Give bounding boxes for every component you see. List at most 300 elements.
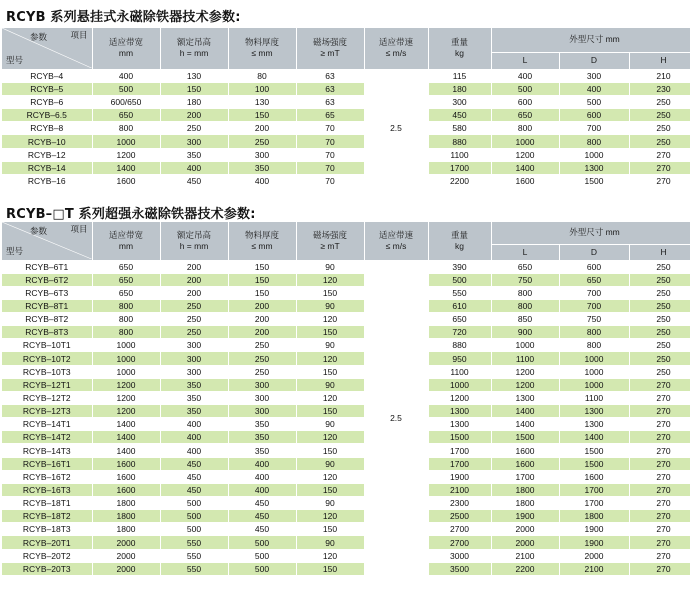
value-cell: 120: [296, 470, 364, 483]
table-row: [2, 470, 690, 483]
value-cell: 500: [92, 82, 160, 95]
value-cell: 70: [296, 135, 364, 148]
column-header: 重量 kg: [428, 28, 491, 69]
model-cell: RCYB–16T1: [2, 457, 92, 470]
value-cell: 1000: [559, 148, 629, 161]
table-row: [2, 122, 690, 135]
value-cell: 1000: [491, 339, 559, 352]
value-cell: 1600: [92, 457, 160, 470]
value-cell: 1000: [559, 352, 629, 365]
value-cell: 450: [228, 497, 296, 510]
value-cell: 750: [491, 273, 559, 286]
value-cell: 1000: [92, 339, 160, 352]
value-cell: 800: [92, 122, 160, 135]
value-cell: 650: [491, 109, 559, 122]
value-cell: 2500: [428, 510, 491, 523]
column-header: 适应带速 ≤ m/s: [364, 222, 428, 260]
value-cell: 1600: [92, 470, 160, 483]
value-cell: 1300: [559, 161, 629, 174]
corner-label-param: 参数: [30, 226, 48, 237]
value-cell: 100: [228, 82, 296, 95]
value-cell: 150: [228, 260, 296, 273]
value-cell: 300: [428, 95, 491, 108]
value-cell: 1100: [428, 148, 491, 161]
value-cell: 150: [296, 326, 364, 339]
value-cell: 270: [629, 378, 690, 391]
value-cell: 210: [629, 69, 690, 82]
value-cell: 200: [160, 260, 228, 273]
value-cell: 700: [559, 299, 629, 312]
value-cell: 250: [629, 313, 690, 326]
value-cell: 880: [428, 135, 491, 148]
model-cell: RCYB–12T1: [2, 378, 92, 391]
value-cell: 270: [629, 161, 690, 174]
value-cell: 750: [559, 313, 629, 326]
value-cell: 250: [629, 109, 690, 122]
value-cell: 90: [296, 299, 364, 312]
value-cell: 270: [629, 497, 690, 510]
value-cell: 1400: [92, 418, 160, 431]
value-cell: 150: [228, 286, 296, 299]
value-cell: 400: [228, 457, 296, 470]
value-cell: 1100: [428, 365, 491, 378]
value-cell: 350: [228, 431, 296, 444]
value-cell: 1300: [428, 418, 491, 431]
value-cell: 2100: [428, 483, 491, 496]
model-cell: RCYB–4: [2, 69, 92, 82]
value-cell: 300: [228, 391, 296, 404]
value-cell: 250: [629, 352, 690, 365]
value-cell: 150: [296, 286, 364, 299]
value-cell: 250: [228, 352, 296, 365]
value-cell: 350: [160, 405, 228, 418]
value-cell: 350: [228, 418, 296, 431]
value-cell: 120: [296, 549, 364, 562]
value-cell: 270: [629, 562, 690, 575]
value-cell: 90: [296, 457, 364, 470]
value-cell: 2100: [559, 562, 629, 575]
model-cell: RCYB–18T3: [2, 523, 92, 536]
table-row: [2, 95, 690, 108]
table-row: [2, 391, 690, 404]
model-cell: RCYB–6T2: [2, 273, 92, 286]
value-cell: 1900: [428, 470, 491, 483]
value-cell: 250: [228, 135, 296, 148]
value-cell: 950: [428, 352, 491, 365]
value-cell: 1000: [428, 378, 491, 391]
value-cell: 650: [92, 286, 160, 299]
value-cell: 1600: [491, 457, 559, 470]
table-row: [2, 418, 690, 431]
model-cell: RCYB–10: [2, 135, 92, 148]
table-row: [2, 510, 690, 523]
value-cell: 70: [296, 175, 364, 188]
value-cell: 1200: [428, 391, 491, 404]
value-cell: 80: [228, 69, 296, 82]
value-cell: 1500: [491, 431, 559, 444]
dimension-subheader: D: [559, 52, 629, 69]
value-cell: 800: [559, 339, 629, 352]
model-cell: RCYB–10T2: [2, 352, 92, 365]
value-cell: 270: [629, 148, 690, 161]
model-cell: RCYB–10T3: [2, 365, 92, 378]
value-cell: 150: [296, 444, 364, 457]
model-cell: RCYB–5: [2, 82, 92, 95]
value-cell: 150: [296, 365, 364, 378]
value-cell: 90: [296, 497, 364, 510]
belt-speed-cell: 2.5: [364, 69, 428, 188]
value-cell: 150: [228, 109, 296, 122]
value-cell: 1600: [92, 175, 160, 188]
value-cell: 350: [160, 148, 228, 161]
value-cell: 1300: [491, 391, 559, 404]
table-row: [2, 536, 690, 549]
table-row: [2, 378, 690, 391]
model-cell: RCYB–20T3: [2, 562, 92, 575]
value-cell: 1700: [428, 444, 491, 457]
table-row: [2, 260, 690, 273]
value-cell: 1700: [428, 457, 491, 470]
value-cell: 300: [228, 405, 296, 418]
value-cell: 800: [559, 135, 629, 148]
value-cell: 130: [228, 95, 296, 108]
column-header: 磁场强度 ≥ mT: [296, 222, 364, 260]
value-cell: 270: [629, 510, 690, 523]
table-row: [2, 313, 690, 326]
table-row: [2, 352, 690, 365]
value-cell: 1000: [92, 365, 160, 378]
value-cell: 70: [296, 161, 364, 174]
value-cell: 450: [228, 523, 296, 536]
model-cell: RCYB–18T1: [2, 497, 92, 510]
table2-title: RCYB–□T 系列超强永磁除铁器技术参数:: [6, 207, 256, 222]
table-row: [2, 69, 690, 82]
value-cell: 250: [160, 299, 228, 312]
value-cell: 500: [160, 523, 228, 536]
value-cell: 250: [629, 260, 690, 273]
value-cell: 1300: [559, 405, 629, 418]
value-cell: 1000: [491, 135, 559, 148]
model-cell: RCYB–6T1: [2, 260, 92, 273]
value-cell: 270: [629, 483, 690, 496]
value-cell: 1500: [559, 457, 629, 470]
value-cell: 300: [228, 148, 296, 161]
value-cell: 350: [160, 391, 228, 404]
value-cell: 200: [160, 273, 228, 286]
corner-label-param: 参数: [30, 32, 48, 43]
value-cell: 500: [491, 82, 559, 95]
value-cell: 450: [160, 175, 228, 188]
belt-speed-cell: 2.5: [364, 260, 428, 575]
value-cell: 300: [559, 69, 629, 82]
value-cell: 350: [160, 378, 228, 391]
value-cell: 1600: [491, 175, 559, 188]
model-cell: RCYB–8: [2, 122, 92, 135]
model-cell: RCYB–16T3: [2, 483, 92, 496]
value-cell: 1000: [559, 378, 629, 391]
value-cell: 270: [629, 470, 690, 483]
value-cell: 1400: [92, 161, 160, 174]
table-row: [2, 339, 690, 352]
dimension-subheader: H: [629, 52, 690, 69]
value-cell: 1800: [491, 483, 559, 496]
table-row: [2, 549, 690, 562]
column-header: 物料厚度 ≤ mm: [228, 222, 296, 260]
value-cell: 2000: [559, 549, 629, 562]
table-row: [2, 82, 690, 95]
value-cell: 650: [92, 109, 160, 122]
value-cell: 270: [629, 175, 690, 188]
value-cell: 120: [296, 313, 364, 326]
value-cell: 2700: [428, 536, 491, 549]
corner-label-model: 型号: [6, 55, 24, 66]
value-cell: 1700: [559, 483, 629, 496]
value-cell: 1500: [559, 175, 629, 188]
model-cell: RCYB–14: [2, 161, 92, 174]
value-cell: 1200: [92, 405, 160, 418]
table-row: [2, 175, 690, 188]
value-cell: 130: [160, 69, 228, 82]
dimension-subheader: D: [559, 244, 629, 260]
table-row: [2, 444, 690, 457]
value-cell: 400: [92, 69, 160, 82]
column-header: 适应带宽 mm: [92, 28, 160, 69]
table-row: [2, 562, 690, 575]
value-cell: 650: [92, 273, 160, 286]
value-cell: 1900: [559, 523, 629, 536]
value-cell: 150: [228, 273, 296, 286]
value-cell: 1800: [559, 510, 629, 523]
value-cell: 800: [559, 326, 629, 339]
value-cell: 350: [228, 444, 296, 457]
value-cell: 2000: [491, 536, 559, 549]
value-cell: 450: [160, 483, 228, 496]
model-cell: RCYB–8T2: [2, 313, 92, 326]
dimension-subheader: L: [491, 52, 559, 69]
value-cell: 1400: [92, 444, 160, 457]
value-cell: 150: [296, 483, 364, 496]
value-cell: 1900: [491, 510, 559, 523]
value-cell: 150: [296, 405, 364, 418]
rcyb-t-spec-table: [2, 222, 690, 576]
value-cell: 500: [160, 510, 228, 523]
value-cell: 2000: [92, 562, 160, 575]
value-cell: 230: [629, 82, 690, 95]
value-cell: 250: [160, 122, 228, 135]
value-cell: 270: [629, 431, 690, 444]
value-cell: 400: [228, 470, 296, 483]
value-cell: 500: [428, 273, 491, 286]
value-cell: 1700: [428, 161, 491, 174]
value-cell: 270: [629, 523, 690, 536]
value-cell: 300: [160, 352, 228, 365]
value-cell: 120: [296, 431, 364, 444]
value-cell: 180: [160, 95, 228, 108]
value-cell: 250: [629, 135, 690, 148]
value-cell: 150: [296, 523, 364, 536]
table-row: [2, 405, 690, 418]
value-cell: 250: [228, 339, 296, 352]
value-cell: 1200: [491, 148, 559, 161]
value-cell: 400: [228, 483, 296, 496]
model-cell: RCYB–6.5: [2, 109, 92, 122]
table-row: [2, 457, 690, 470]
value-cell: 2200: [491, 562, 559, 575]
column-header: 物料厚度 ≤ mm: [228, 28, 296, 69]
value-cell: 200: [228, 313, 296, 326]
value-cell: 2100: [491, 549, 559, 562]
corner-label-item: 项目: [70, 30, 88, 41]
value-cell: 1200: [491, 378, 559, 391]
value-cell: 1200: [491, 365, 559, 378]
value-cell: 400: [228, 175, 296, 188]
value-cell: 850: [491, 313, 559, 326]
table-row: [2, 286, 690, 299]
value-cell: 400: [491, 69, 559, 82]
value-cell: 550: [160, 549, 228, 562]
value-cell: 1300: [559, 418, 629, 431]
value-cell: 200: [228, 299, 296, 312]
value-cell: 700: [559, 286, 629, 299]
value-cell: 120: [296, 510, 364, 523]
table-row: [2, 483, 690, 496]
value-cell: 1100: [559, 391, 629, 404]
value-cell: 600: [491, 95, 559, 108]
value-cell: 2200: [428, 175, 491, 188]
value-cell: 1500: [559, 444, 629, 457]
value-cell: 150: [296, 562, 364, 575]
value-cell: 300: [160, 365, 228, 378]
corner-header: [2, 28, 92, 69]
value-cell: 2700: [428, 523, 491, 536]
value-cell: 1000: [92, 135, 160, 148]
table-row: [2, 431, 690, 444]
value-cell: 1700: [559, 497, 629, 510]
value-cell: 70: [296, 148, 364, 161]
value-cell: 580: [428, 122, 491, 135]
value-cell: 3000: [428, 549, 491, 562]
value-cell: 250: [629, 365, 690, 378]
value-cell: 450: [160, 457, 228, 470]
value-cell: 270: [629, 418, 690, 431]
value-cell: 250: [160, 326, 228, 339]
model-cell: RCYB–14T1: [2, 418, 92, 431]
value-cell: 250: [629, 326, 690, 339]
value-cell: 250: [629, 273, 690, 286]
value-cell: 800: [491, 286, 559, 299]
model-cell: RCYB–14T3: [2, 444, 92, 457]
value-cell: 300: [228, 378, 296, 391]
corner-label-model: 型号: [6, 246, 24, 257]
value-cell: 1400: [491, 161, 559, 174]
value-cell: 270: [629, 457, 690, 470]
value-cell: 70: [296, 122, 364, 135]
value-cell: 3500: [428, 562, 491, 575]
value-cell: 650: [428, 313, 491, 326]
table-row: [2, 523, 690, 536]
value-cell: 115: [428, 69, 491, 82]
value-cell: 1100: [491, 352, 559, 365]
table1-title: RCYB 系列悬挂式永磁除铁器技术参数:: [6, 10, 241, 25]
value-cell: 180: [428, 82, 491, 95]
value-cell: 600: [559, 260, 629, 273]
model-cell: RCYB–12: [2, 148, 92, 161]
value-cell: 1900: [559, 536, 629, 549]
value-cell: 1200: [92, 148, 160, 161]
value-cell: 610: [428, 299, 491, 312]
value-cell: 400: [160, 431, 228, 444]
value-cell: 270: [629, 549, 690, 562]
value-cell: 200: [160, 286, 228, 299]
value-cell: 550: [160, 536, 228, 549]
value-cell: 350: [228, 161, 296, 174]
value-cell: 390: [428, 260, 491, 273]
model-cell: RCYB–6T3: [2, 286, 92, 299]
value-cell: 250: [228, 365, 296, 378]
value-cell: 1400: [491, 418, 559, 431]
dimension-subheader: L: [491, 244, 559, 260]
value-cell: 200: [228, 326, 296, 339]
value-cell: 450: [428, 109, 491, 122]
table-row: [2, 273, 690, 286]
value-cell: 120: [296, 352, 364, 365]
model-cell: RCYB–20T1: [2, 536, 92, 549]
value-cell: 550: [428, 286, 491, 299]
value-cell: 800: [491, 299, 559, 312]
model-cell: RCYB–8T3: [2, 326, 92, 339]
value-cell: 400: [160, 161, 228, 174]
model-cell: RCYB–10T1: [2, 339, 92, 352]
value-cell: 1800: [491, 497, 559, 510]
value-cell: 65: [296, 109, 364, 122]
value-cell: 200: [228, 122, 296, 135]
dimensions-header: 外型尺寸 mm: [491, 222, 690, 244]
value-cell: 650: [92, 260, 160, 273]
rcyb-spec-table: [2, 28, 690, 188]
value-cell: 1200: [92, 378, 160, 391]
value-cell: 400: [160, 444, 228, 457]
value-cell: 63: [296, 82, 364, 95]
value-cell: 600/650: [92, 95, 160, 108]
table-row: [2, 161, 690, 174]
value-cell: 250: [629, 299, 690, 312]
column-header: 重量 kg: [428, 222, 491, 260]
value-cell: 120: [296, 391, 364, 404]
value-cell: 2300: [428, 497, 491, 510]
value-cell: 800: [92, 299, 160, 312]
value-cell: 300: [160, 339, 228, 352]
table-row: [2, 135, 690, 148]
column-header: 磁场强度 ≥ mT: [296, 28, 364, 69]
model-cell: RCYB–8T1: [2, 299, 92, 312]
dimensions-header: 外型尺寸 mm: [491, 28, 690, 52]
value-cell: 1800: [92, 497, 160, 510]
table-row: [2, 365, 690, 378]
value-cell: 700: [559, 122, 629, 135]
value-cell: 250: [629, 339, 690, 352]
value-cell: 250: [629, 95, 690, 108]
value-cell: 270: [629, 444, 690, 457]
value-cell: 1400: [491, 405, 559, 418]
value-cell: 200: [160, 109, 228, 122]
value-cell: 450: [228, 510, 296, 523]
corner-header: [2, 222, 92, 260]
table-row: [2, 148, 690, 161]
column-header: 额定吊高 h = mm: [160, 222, 228, 260]
value-cell: 120: [296, 273, 364, 286]
model-cell: RCYB–18T2: [2, 510, 92, 523]
value-cell: 500: [228, 562, 296, 575]
